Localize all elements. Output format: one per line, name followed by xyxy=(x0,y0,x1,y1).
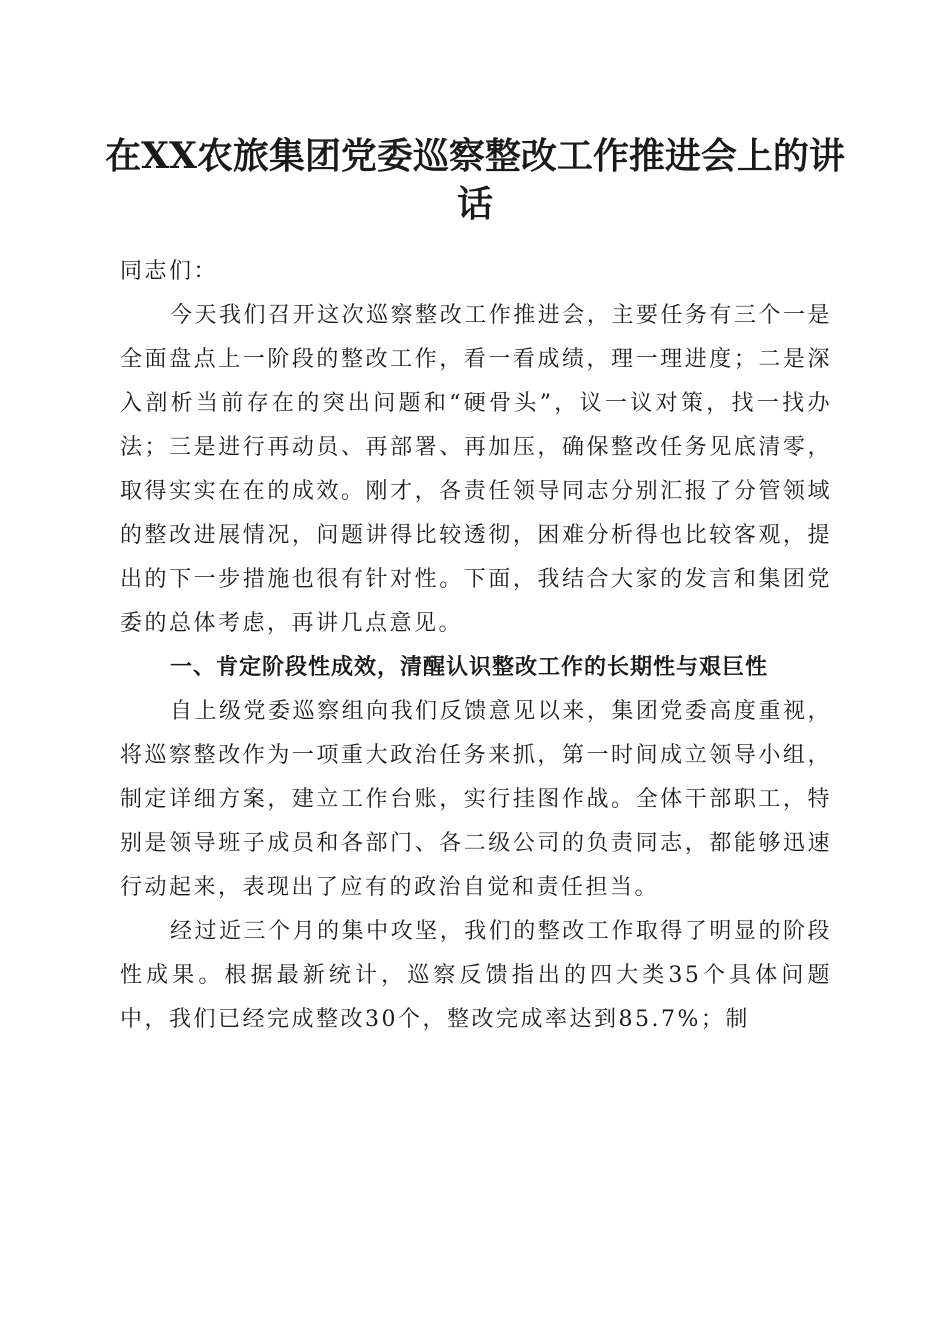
document-body xyxy=(120,250,832,1042)
paragraph-achievements: 自上级党委巡察组向我们反馈意见以来，集团党委高度重视，将巡察整改作为一项重大政治任务来抓，第一时间成立领导小组，制定详细方案，建立工作台账，实行挂图作战。全体干部职工，特别是领导班子成员和各部门、各二级公司的负责同志，都能够迅速行动起来，表现出了应有的政治自觉和责任担当。 xyxy=(120,699,832,900)
paragraph-intro: 今天我们召开这次巡察整改工作推进会，主要任务有三个一是全面盘点上一阶段的整改工作，看一看成绩，理一理进度；二是深入剖析当前存在的突出问题和“硬骨头”，议一议对策，找一找办法；三是进行再动员、再部署、再加压，确保整改任务见底清零，取得实实在在的成效。刚才，各责任领导同志分别汇报了分管领域的整改进展情况，问题讲得比较透彻，困难分析得也比较客观，提出的下一步措施也很有针对性。下面，我结合大家的发言和集团党委的总体考虑，再讲几点意见。 xyxy=(120,303,832,636)
paragraph-statistics: 经过近三个月的集中攻坚，我们的整改工作取得了明显的阶段性成果。根据最新统计，巡察反馈指出的四大类35个具体问题中，我们已经完成整改30个，整改完成率达到85.7%；制 xyxy=(120,919,832,1032)
document-title: 在XX农旅集团党委巡察整改工作推进会上的讲话 xyxy=(105,135,845,225)
salutation: 同志们： xyxy=(120,259,219,284)
section-heading-1: 一、肯定阶段性成效，清醒认识整改工作的长期性与艰巨性 xyxy=(170,655,769,680)
